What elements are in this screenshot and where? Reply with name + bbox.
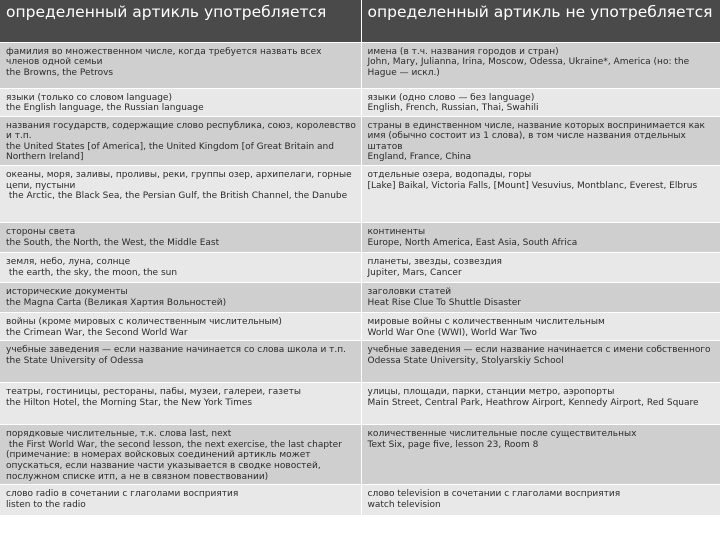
cell-article-used xyxy=(0,341,361,383)
rule-description: названия государств, содержащие слово республика, союз, королевство и т.п. xyxy=(6,120,359,142)
cell-article-not-used xyxy=(361,116,720,165)
table-row xyxy=(0,485,720,515)
table-row xyxy=(0,313,720,341)
rule-examples: England, France, China xyxy=(367,152,472,163)
cell-article-used xyxy=(0,42,361,88)
cell-article-not-used xyxy=(361,313,720,341)
header-definite-not-used: определенный артикль не употребляется xyxy=(361,0,720,42)
cell-article-not-used xyxy=(361,223,720,253)
rule-examples: the Magna Carta (Великая Хартия Вольностей) xyxy=(6,297,227,308)
rule-description: заголовки статей xyxy=(367,287,452,298)
rule-examples: the earth, the sky, the moon, the sun xyxy=(6,267,178,278)
rule-description: мировые войны с количественным числительным xyxy=(367,317,605,328)
rule-description: имена (в т.ч. названия городов и стран) xyxy=(367,46,559,57)
cell-article-used xyxy=(0,223,361,253)
cell-article-used xyxy=(0,383,361,425)
rule-description: отдельные озера, водопады, горы xyxy=(367,170,532,181)
table-row xyxy=(0,383,720,425)
cell-article-not-used xyxy=(361,253,720,283)
rule-description: слово television в сочетании с глаголами восприятия xyxy=(367,489,621,500)
cell-article-not-used xyxy=(361,383,720,425)
table-row xyxy=(0,341,720,383)
table-header-row xyxy=(0,0,720,42)
table-row xyxy=(0,116,720,165)
rule-description: учебные заведения — если название начинается с имени собственного xyxy=(367,345,711,356)
rule-examples: the State University of Odessa xyxy=(6,355,144,366)
header-definite-used: определенный артикль употребляется xyxy=(0,0,361,42)
rule-description: исторические документы xyxy=(6,287,128,298)
rule-examples: Text Six, page five, lesson 23, Room 8 xyxy=(367,439,539,450)
table-row xyxy=(0,223,720,253)
rule-examples: Jupiter, Mars, Cancer xyxy=(367,267,462,278)
cell-article-used xyxy=(0,116,361,165)
cell-article-used xyxy=(0,283,361,313)
rule-examples: Heat Rise Clue To Shuttle Disaster xyxy=(367,297,521,308)
rule-description: количественные числительные после существительных xyxy=(367,429,637,440)
rule-examples: the Browns, the Petrovs xyxy=(6,67,114,78)
cell-article-not-used xyxy=(361,283,720,313)
rule-examples: English, French, Russian, Thai, Swahili xyxy=(367,103,539,114)
rule-description: фамилия во множественном числе, когда требуется назвать всех членов одной семьи xyxy=(6,46,325,68)
rule-examples: the Crimean War, the Second World War xyxy=(6,327,188,338)
rule-description: слово radio в сочетании с глаголами восприятия xyxy=(6,489,239,500)
cell-article-used xyxy=(0,313,361,341)
rule-examples: the Hilton Hotel, the Morning Star, the New York Times xyxy=(6,397,253,408)
rule-examples: the United States [of America], the United Kingdom [of Great Britain and Northern Ireland] xyxy=(6,141,337,163)
rule-examples: the Arctic, the Black Sea, the Persian Gulf, the British Channel, the Danube xyxy=(6,191,348,202)
rule-description: планеты, звезды, созвездия xyxy=(367,257,502,268)
cell-article-not-used xyxy=(361,341,720,383)
rule-description: языки (только со словом language) xyxy=(6,92,172,103)
rule-description: порядковые числительные, т.к. слова last, next xyxy=(6,429,232,440)
rule-description: океаны, моря, заливы, проливы, реки, группы озер, архипелаги, горные цепи, пустыни xyxy=(6,170,355,191)
table-row xyxy=(0,283,720,313)
rule-description: языки (одно слово — без language) xyxy=(367,92,535,103)
cell-article-not-used xyxy=(361,166,720,223)
rule-description: стороны света xyxy=(6,227,76,238)
table-row xyxy=(0,166,720,223)
rule-examples: the First World War, the second lesson, the next exercise, the last chapter (примечание: в номерах войсковых соединений артикль может опускаться, если название части указывается в сводке новостей, послужном списке итп, а не в связном повествовании) xyxy=(6,439,345,482)
cell-article-not-used xyxy=(361,88,720,116)
rule-examples: listen to the radio xyxy=(6,499,86,510)
cell-article-not-used xyxy=(361,425,720,485)
cell-article-used xyxy=(0,88,361,116)
table-row xyxy=(0,253,720,283)
cell-article-used xyxy=(0,485,361,515)
rule-examples: John, Mary, Julianna, Irina, Moscow, Odessa, Ukraine*, America (но: the Hague — искл.) xyxy=(367,57,692,78)
rule-description: континенты xyxy=(367,227,426,238)
rule-examples: [Lake] Baikal, Victoria Falls, [Mount] Vesuvius, Montblanc, Everest, Elbrus xyxy=(367,180,698,191)
cell-article-used xyxy=(0,253,361,283)
table-row xyxy=(0,425,720,485)
rule-examples: watch television xyxy=(367,499,441,510)
cell-article-used xyxy=(0,166,361,223)
rule-examples: the English language, the Russian language xyxy=(6,103,204,114)
rule-description: земля, небо, луна, солнце xyxy=(6,257,131,268)
rule-description: учебные заведения — если название начинается со слова школа и т.п. xyxy=(6,345,347,356)
cell-article-used xyxy=(0,425,361,485)
rule-description: улицы, площади, парки, станции метро, аэропорты xyxy=(367,387,615,398)
rule-examples: Europe, North America, East Asia, South Africa xyxy=(367,237,578,248)
rule-description: войны (кроме мировых с количественным числительным) xyxy=(6,317,282,328)
cell-article-not-used xyxy=(361,485,720,515)
cell-article-not-used xyxy=(361,42,720,88)
table-row xyxy=(0,42,720,88)
rule-examples: Odessa State University, Stolyarskiy School xyxy=(367,355,564,366)
rule-description: страны в единственном числе, название которых воспринимается как имя (обычно состоит из 1 слова), в том числе названия отдельных штатов xyxy=(367,120,708,152)
rule-examples: World War One (WWI), World War Two xyxy=(367,327,537,338)
rule-description: театры, гостиницы, рестораны, пабы, музеи, галереи, газеты xyxy=(6,387,301,398)
rule-examples: the South, the North, the West, the Middle East xyxy=(6,237,220,248)
table-row xyxy=(0,88,720,116)
rule-examples: Main Street, Central Park, Heathrow Airport, Kennedy Airport, Red Square xyxy=(367,397,699,408)
